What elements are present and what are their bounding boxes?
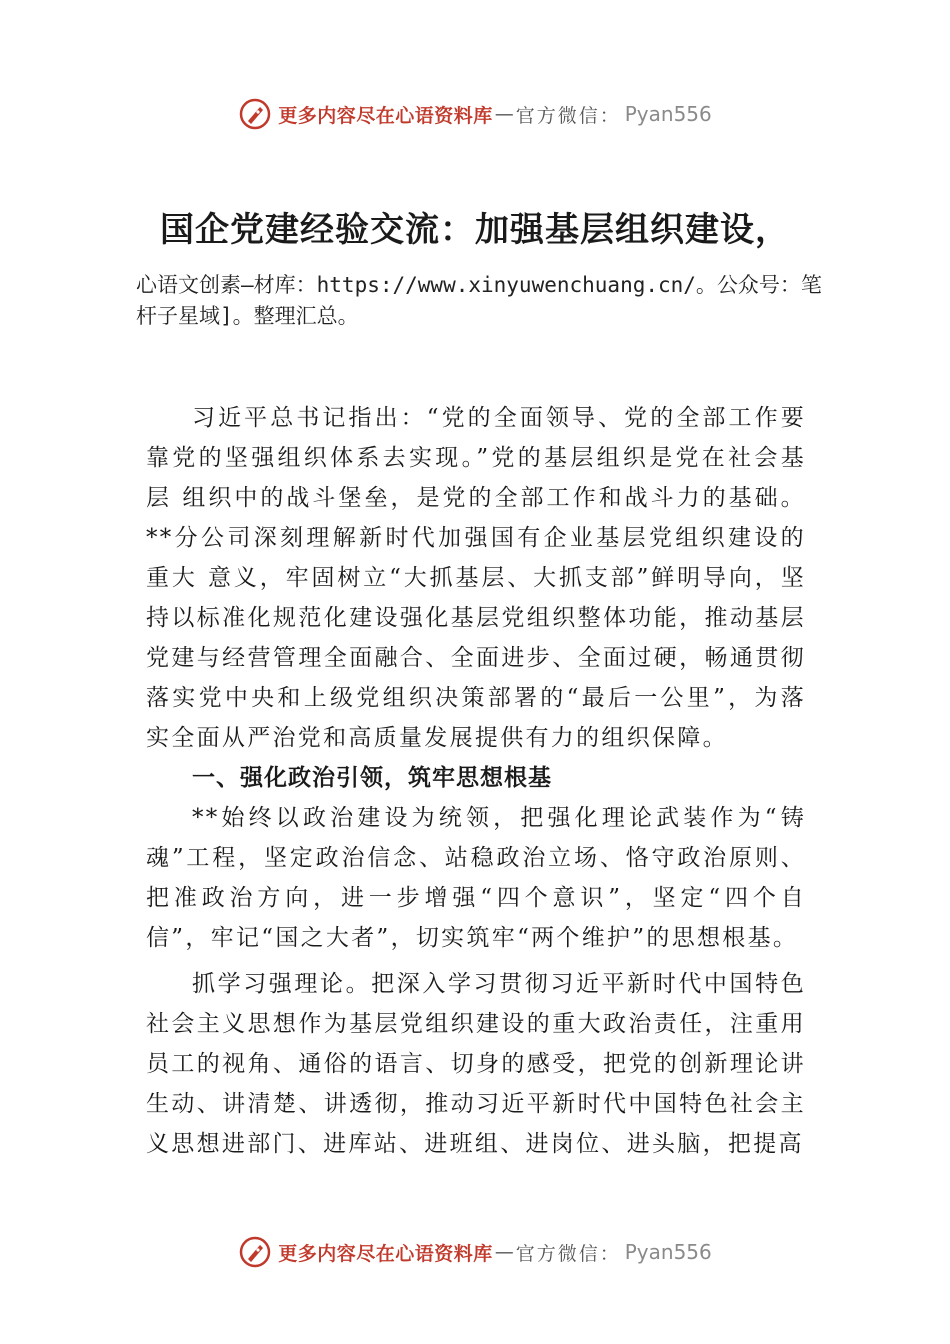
footer-banner — [0, 1230, 950, 1274]
banner-wechat-label: 官方微信： — [515, 104, 621, 127]
banner-wechat-label: 官方微信： — [515, 1242, 621, 1265]
paragraph-section-intro: **始终以政治建设为统领，把强化理论武装作为“铸魂”工程，坚定政治信念、站稳政治立场、恪守政治原则、把准政治方向，进一步增强“四个意识”，坚定“四个自信”，牢记“国之大者”，切实筑牢“两个维护”的思想根基。 — [146, 805, 806, 951]
banner-dash: — — [494, 1241, 514, 1263]
paragraph-study-theory: 抓学习强理论。把深入学习贯彻习近平新时代中国特色社会主义思想作为基层党组织建设的重大政治责任，注重用员工的视角、通俗的语言、切身的感受，把党的创新理论讲生动、讲清楚、讲透彻，推动习近平新时代中国特色社会主义思想进部门、进库站、进班组、进岗位、进头脑，把提高 — [146, 971, 806, 1157]
pen-nib-logo-icon — [238, 97, 272, 131]
section-heading: 一、强化政治引领，筑牢思想根基 — [192, 765, 552, 791]
source-line: 心语文创素—材库：https://www.xinyuwenchuang.cn/。公众号：笔杆子星域]。整理汇总。 — [136, 273, 822, 328]
document-body — [146, 398, 806, 1164]
pen-nib-logo-icon — [238, 1235, 272, 1269]
header-banner — [0, 92, 950, 136]
banner-red-text: 更多内容尽在心语资料库 — [278, 104, 493, 127]
banner-wechat-id: Pyan556 — [624, 1240, 712, 1264]
banner-red-text: 更多内容尽在心语资料库 — [278, 1242, 493, 1265]
banner-dash: — — [494, 103, 514, 125]
paragraph-intro: 习近平总书记指出：“党的全面领导、党的全部工作要靠党的坚强组织体系去实现。”党的基层组织是党在社会基层 组织中的战斗堡垒，是党的全部工作和战斗力的基础。**分公司深刻理解新时代加强国有企业基层党组织建设的重大 意义，牢固树立“大抓基层、大抓支部”鲜明导向，坚持以标准化规范化建设强化基层党组织整体功能，推动基层党建与经营管理全面融合、全面进步、全面过硬，畅通贯彻落实党中央和上级党组织决策部署的“最后一公里”，为落实全面从严治党和高质量发展提供有力的组织保障。 — [146, 405, 806, 751]
banner-wechat-id: Pyan556 — [624, 102, 712, 126]
document-title: 国企党建经验交流：加强基层组织建设， — [160, 210, 790, 250]
